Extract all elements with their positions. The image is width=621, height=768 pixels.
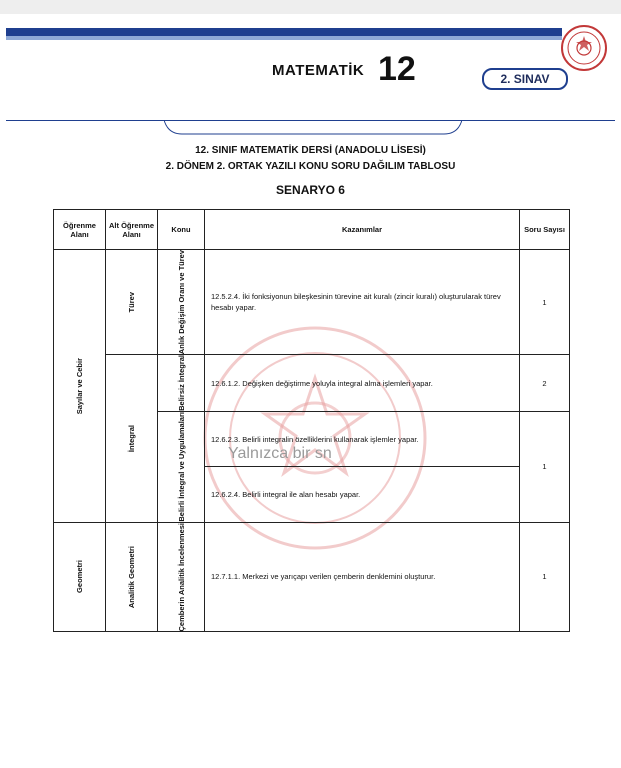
topic-cell [158, 412, 205, 523]
topic-label: Anlık Değişim Oranı ve Türev [176, 250, 186, 355]
topic-cell [158, 522, 205, 632]
header-area: Öğrenme Alanı [54, 210, 106, 250]
area-cell [54, 522, 106, 632]
subarea-label: İntegral [127, 424, 136, 452]
outcome-cell: 12.5.2.4. İki fonksiyonun bileşkesinin türevine ait kuralı (zincir kuralı) oluşturularak türev hesabı yapar. [205, 250, 520, 355]
subarea-cell [106, 522, 158, 632]
table-row [54, 355, 570, 412]
table-header-row [54, 210, 570, 250]
topic-label: Belirsiz İntegral [176, 355, 186, 412]
distribution-table [53, 209, 570, 632]
header-stripe-dark [6, 28, 562, 36]
count-cell: 1 [520, 250, 570, 355]
subarea-label: Analitik Geometri [127, 545, 136, 609]
topic-cell [158, 250, 205, 355]
count-cell: 1 [520, 522, 570, 632]
exam-badge: 2. SINAV [482, 68, 568, 90]
table-row [54, 250, 570, 355]
count-cell: 2 [520, 355, 570, 412]
header-tab-shape [164, 120, 462, 136]
subject-title: MATEMATİK [272, 62, 365, 79]
header-topic: Konu [158, 210, 205, 250]
area-label: Geometri [75, 560, 84, 594]
ministry-seal-icon [560, 24, 608, 72]
subarea-cell [106, 355, 158, 523]
area-cell [54, 250, 106, 523]
topic-cell [158, 355, 205, 412]
scenario-title: SENARYO 6 [276, 183, 345, 197]
header-count: Soru Sayısı [520, 210, 570, 250]
outcome-cell: 12.6.2.3. Belirli integralin özelliklerini kullanarak işlemler yapar. [205, 412, 520, 467]
document-subtitle: 2. DÖNEM 2. ORTAK YAZILI KONU SORU DAĞILIM TABLOSU [165, 161, 456, 172]
count-cell: 1 [520, 412, 570, 523]
area-label: Sayılar ve Cebir [75, 357, 84, 414]
grade-number: 12 [378, 50, 416, 88]
subarea-cell [106, 250, 158, 355]
table-row [54, 522, 570, 632]
watermark-text: Yalnızca bir sn [228, 445, 332, 462]
outcome-cell: 12.6.2.4. Belirli integral ile alan hesabı yapar. [205, 467, 520, 522]
topic-label: Çemberin Analitik İncelenmesi [176, 522, 186, 632]
top-strip [0, 0, 621, 14]
outcome-cell: 12.6.1.2. Değişken değiştirme yoluyla integral alma işlemleri yapar. [205, 355, 520, 412]
header-stripe-light [6, 36, 562, 40]
header-subarea: Alt Öğrenme Alanı [106, 210, 158, 250]
outcome-cell: 12.7.1.1. Merkezi ve yarıçapı verilen çemberin denklemini oluşturur. [205, 522, 520, 632]
subarea-label: Türev [127, 291, 136, 313]
document-title: 12. SINIF MATEMATİK DERSİ (ANADOLU LİSESİ) [195, 145, 426, 156]
header-outcomes: Kazanımlar [205, 210, 520, 250]
topic-label: Belirli İntegral ve Uygulamaları [176, 412, 186, 522]
